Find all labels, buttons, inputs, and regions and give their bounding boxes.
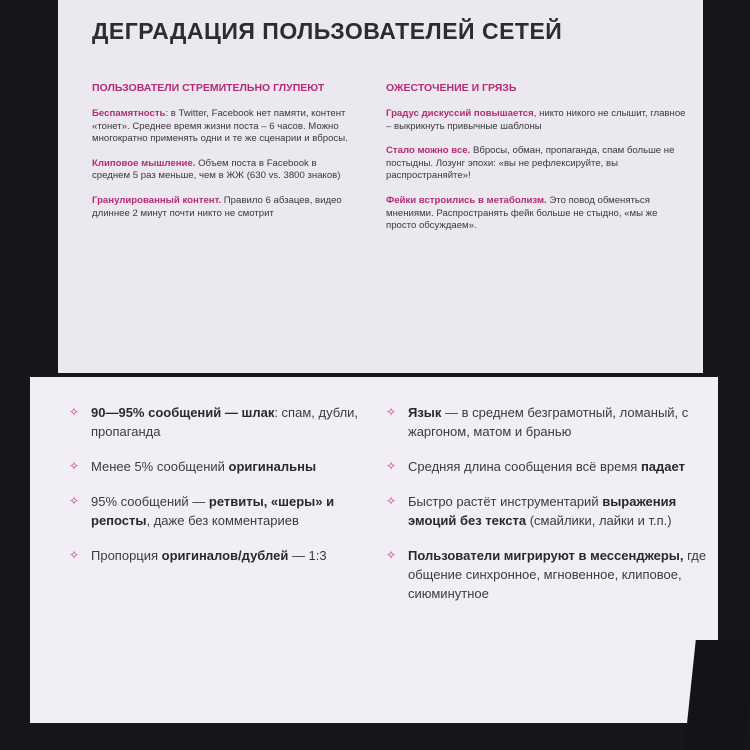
left-column [92, 82, 354, 232]
paragraph-highlight: Градус дискуссий повышается [386, 108, 534, 119]
bullet-item [65, 403, 365, 441]
paragraph-highlight: Клиповое мышление. [92, 157, 196, 169]
bullet-star-icon: ✧ [386, 405, 397, 419]
bullet-star-icon: ✧ [69, 459, 80, 473]
bullet-bold: Язык [408, 405, 442, 420]
paragraph [386, 145, 686, 183]
bullet-star-icon: ✧ [386, 548, 397, 562]
paragraph-highlight: Беспамятность [92, 108, 166, 119]
bullet-text: Пропорция [91, 548, 162, 563]
paragraph [386, 108, 686, 133]
bullet-text: Средняя длина сообщения всё время [408, 459, 641, 474]
bullet-star-icon: ✧ [69, 548, 80, 562]
right-column-heading: ОЖЕСТОЧЕНИЕ И ГРЯЗЬ [386, 82, 517, 94]
bullet-bold: выражения эмоций без текста [408, 494, 677, 528]
paragraph-highlight: Гранулированный контент. [92, 194, 222, 206]
paragraph-text: Правило 6 абзацев, видео длиннее 2 минут почти никто не смотрит [92, 194, 342, 219]
left-column-heading: ПОЛЬЗОВАТЕЛИ СТРЕМИТЕЛЬНО ГЛУПЕЮТ [92, 82, 325, 94]
bullet-bold: ретвиты, «шеры» и репосты [91, 494, 335, 528]
bullet-item [382, 403, 712, 441]
bullet-item [382, 546, 712, 603]
bullet-star-icon: ✧ [386, 459, 397, 473]
bullet-item [65, 457, 365, 476]
slide-title: ДЕГРАДАЦИЯ ПОЛЬЗОВАТЕЛЕЙ СЕТЕЙ [92, 18, 563, 44]
paragraph-highlight: Стало можно все. [386, 145, 471, 157]
bullet-text: — в среднем безграмотный, ломаный, с жаргоном, матом и бранью [408, 405, 689, 439]
paragraph-text: Объем поста в Facebook в среднем 5 раз меньше, чем в ЖЖ (630 vs. 3800 знаков) [92, 157, 341, 182]
shadow-overlay [684, 640, 750, 750]
bullet-bold: падает [640, 459, 685, 474]
paragraph [92, 108, 354, 146]
paragraph-text: Это повод обменяться мнениями. Распространять фейк больше не стыдно, «мы же просто обсуждаем». [386, 194, 658, 232]
paragraph [386, 195, 686, 233]
bullet-text: 95% сообщений — [91, 494, 209, 509]
bullet-star-icon: ✧ [386, 494, 397, 508]
paragraph-text: : в Twitter, Facebook нет памяти, контент «тонет». Среднее время жизни поста – 6 часов. Можно многократно применять одни и те же сценарии и вбросы. [92, 108, 348, 145]
bullet-text: : спам, дубли, пропаганда [91, 405, 359, 439]
bullet-star-icon: ✧ [69, 405, 80, 419]
bullet-item [65, 492, 365, 530]
bullet-item [382, 457, 712, 476]
bullet-bold: оригиналов/дублей [161, 548, 289, 563]
paragraph [92, 158, 354, 183]
bullet-item [65, 546, 365, 565]
bullet-column-right [382, 403, 712, 619]
bullet-text: — 1:3 [288, 548, 327, 563]
bullet-text: , даже без комментариев [146, 513, 299, 528]
bullet-item [382, 492, 712, 530]
bullet-text: (смайлики, лайки и т.п.) [526, 513, 672, 528]
right-column [386, 82, 686, 245]
bullet-text: Быстро растёт инструментарий [408, 494, 603, 509]
bullet-text: где общение синхронное, мгновенное, клиповое, сиюминутное [408, 548, 707, 601]
paragraph-highlight: Фейки встроились в метаболизм. [386, 194, 547, 206]
bullet-star-icon: ✧ [69, 494, 80, 508]
bottom-slide [30, 377, 718, 723]
bullet-column-left [65, 403, 365, 581]
bullet-bold: 90—95% сообщений — шлак [91, 405, 275, 420]
paragraph-text: , никто никого не слышит, главное – выкрикнуть привычные шаблоны [386, 108, 686, 132]
bullet-bold: оригинальны [228, 459, 317, 474]
bullet-text: Менее 5% сообщений [91, 459, 229, 474]
bullet-bold: Пользователи мигрируют в мессенджеры, [408, 548, 684, 563]
paragraph [92, 195, 354, 220]
top-slide [58, 0, 703, 373]
paragraph-text: Вбросы, обман, пропаганда, спам больше не постыдны. Лозунг эпохи: «вы не рефлексируйте, вы распространяйте»! [386, 145, 675, 182]
